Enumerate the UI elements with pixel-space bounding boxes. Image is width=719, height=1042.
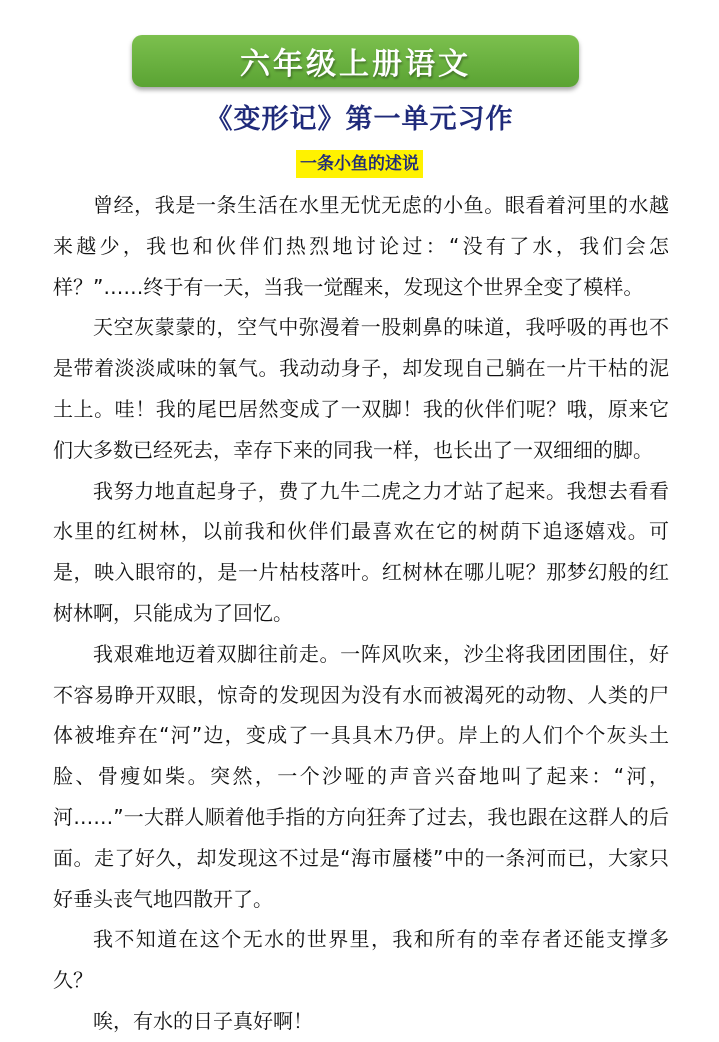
- page-title: 《变形记》第一单元习作: [205, 104, 514, 135]
- essay-paragraph-1: 曾经，我是一条生活在水里无忧无虑的小鱼。眼看着河里的水越来越少，我也和伙伴们热烈地讨论过：“没有了水，我们会怎样？”……终于有一天，当我一觉醒来，发现这个世界全变了模样。: [53, 193, 669, 299]
- essay-paragraph-2: 天空灰蒙蒙的，空气中弥漫着一股刺鼻的味道，我呼吸的再也不是带着淡淡咸味的氧气。我动动身子，却发现自己躺在一片干枯的泥土上。哇！我的尾巴居然变成了一双脚！我的伙伴们呢？哦，原来它们大多数已经死去，幸存下来的同我一样，也长出了一双细细的脚。: [53, 315, 669, 462]
- essay-paragraph-6: 唉，有水的日子真好啊！: [93, 1008, 313, 1033]
- banner-text: 六年级上册语文: [240, 47, 471, 82]
- essay-paragraph-3: 我努力地直起身子，费了九牛二虎之力才站了起来。我想去看看水里的红树林，以前我和伙伴们最喜欢在它的树荫下追逐嬉戏。可是，映入眼帘的，是一片枯枝落叶。红树林在哪儿呢？那梦幻般的红树林啊，只能成为了回忆。: [53, 478, 669, 625]
- grade-banner: [132, 35, 579, 87]
- essay-body: [53, 185, 669, 1042]
- essay-paragraph-5: 我不知道在这个无水的世界里，我和所有的幸存者还能支撑多久？: [53, 927, 669, 993]
- essay-subtitle: 一条小鱼的述说: [296, 150, 423, 178]
- essay-paragraph-4: 我艰难地迈着双脚往前走。一阵风吹来，沙尘将我团团围住，好不容易睁开双眼，惊奇的发现因为没有水而被渴死的动物、人类的尸体被堆弃在“河”边，变成了一具具木乃伊。岸上的人们个个灰头土脸、骨瘦如柴。突然，一个沙哑的声音兴奋地叫了起来：“河，河……”一大群人顺着他手指的方向狂奔了过去，我也跟在这群人的后面。走了好久，却发现这不过是“海市蜃楼”中的一条河而已，大家只好垂头丧气地四散开了。: [53, 641, 669, 911]
- subtitle-row: [0, 150, 719, 178]
